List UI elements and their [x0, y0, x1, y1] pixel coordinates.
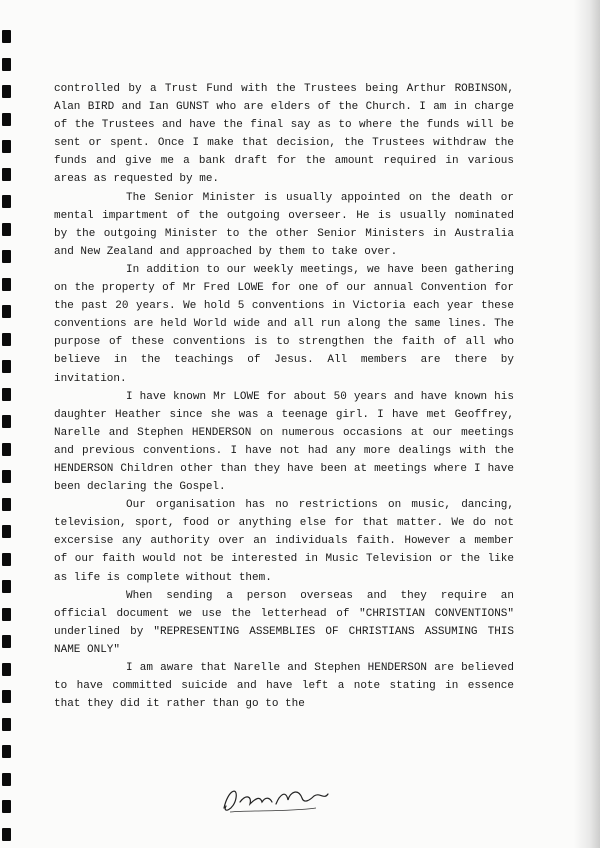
binding-hole	[2, 250, 11, 263]
binding-hole	[2, 608, 11, 621]
spiral-binding	[0, 0, 14, 848]
binding-hole	[2, 745, 11, 758]
binding-hole	[2, 553, 11, 566]
binding-hole	[2, 443, 11, 456]
binding-hole	[2, 305, 11, 318]
binding-hole	[2, 168, 11, 181]
binding-hole	[2, 580, 11, 593]
binding-hole	[2, 278, 11, 291]
binding-hole	[2, 498, 11, 511]
binding-hole	[2, 360, 11, 373]
binding-hole	[2, 415, 11, 428]
binding-hole	[2, 58, 11, 71]
binding-hole	[2, 333, 11, 346]
paragraph-2: The Senior Minister is usually appointed on the death or mental impartment of the outgoing overseer. He is usually nominated by the outgoing Minister to the other Senior Ministers in Australia and New Zealand and approached by them to take over.	[54, 191, 514, 258]
binding-hole	[2, 828, 11, 841]
binding-hole	[2, 663, 11, 676]
page-edge-shadow	[574, 0, 600, 848]
paragraph-3: In addition to our weekly meetings, we have been gathering on the property of Mr Fred LOWE for one of our annual Convention for the past 20 years. We hold 5 conventions in Victoria each year these conventions are held World wide and all run along the same lines. The purpose of these conventions is to strengthen the faith of all who believe in the teachings of Jesus. All members are there by invitation.	[54, 263, 514, 385]
binding-hole	[2, 525, 11, 538]
binding-hole	[2, 773, 11, 786]
binding-hole	[2, 140, 11, 153]
paragraph-7: I am aware that Narelle and Stephen HENDERSON are believed to have committed suicide and have left a note stating in essence that they did it rather than go to the	[54, 662, 514, 711]
binding-hole	[2, 113, 11, 126]
binding-hole	[2, 30, 11, 43]
paragraph-1: controlled by a Trust Fund with the Trustees being Arthur ROBINSON, Alan BIRD and Ian GUNST who are elders of the Church. I am in charge of the Trustees and have the final say as to where the funds will be sent or spent. Once I make that decision, the Trustees withdraw the funds and give me a bank draft for the amount required in various areas as requested by me.	[54, 83, 514, 186]
binding-hole	[2, 223, 11, 236]
binding-hole	[2, 690, 11, 703]
document-body	[54, 80, 514, 713]
binding-hole	[2, 800, 11, 813]
paragraph-4: I have known Mr LOWE for about 50 years and have known his daughter Heather since she was a teenage girl. I have met Geoffrey, Narelle and Stephen HENDERSON on numerous occasions at our meetings and previous conventions. I have not had any more dealings with the HENDERSON Children other than they have been at meetings where I have been declaring the Gospel.	[54, 390, 514, 494]
binding-hole	[2, 85, 11, 98]
binding-hole	[2, 635, 11, 648]
binding-hole	[2, 388, 11, 401]
binding-hole	[2, 470, 11, 483]
paragraph-6: When sending a person overseas and they require an official document we use the letterhead of "CHRISTIAN CONVENTIONS" underlined by "REPRESENTING ASSEMBLIES OF CHRISTIANS ASSUMING THIS NAME ONLY"	[54, 589, 514, 656]
handwritten-signature	[216, 780, 336, 820]
binding-hole	[2, 195, 11, 208]
binding-hole	[2, 718, 11, 731]
paragraph-5: Our organisation has no restrictions on music, dancing, television, sport, food or anything else for that matter. We do not excersise any authority over an individuals faith. However a member of our faith would not be interested in Music Television or the like as life is complete without them.	[54, 499, 514, 584]
